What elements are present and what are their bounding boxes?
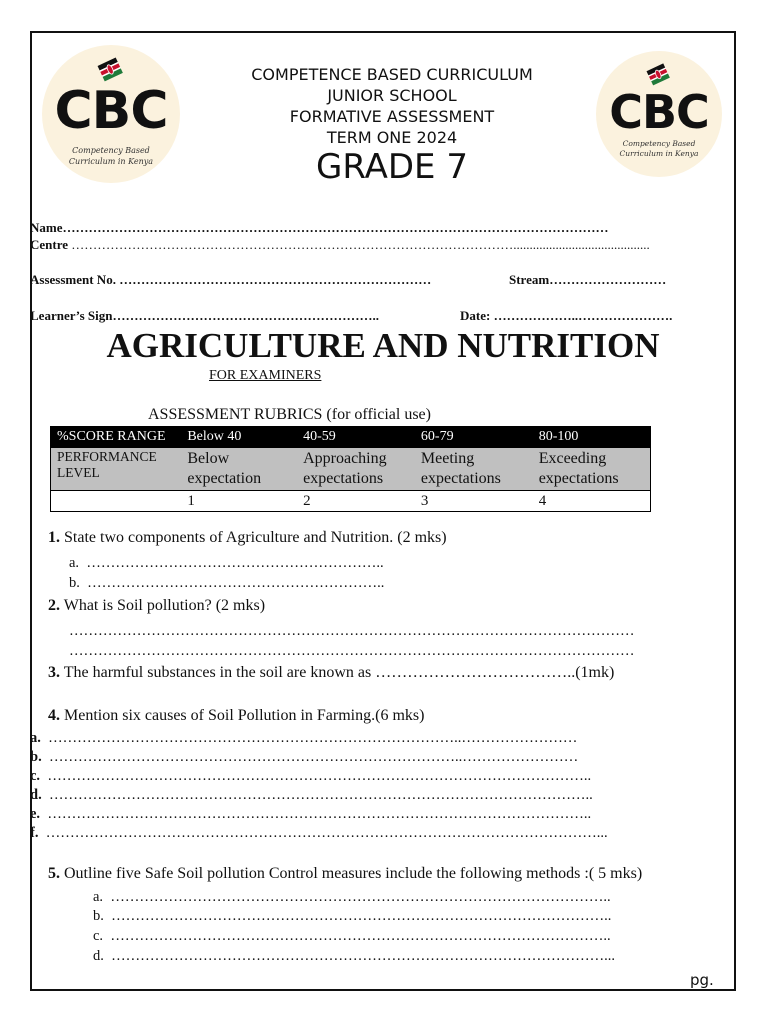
header-line-1: COMPETENCE BASED CURRICULUM <box>251 65 533 84</box>
answer-line: b. ………………………………………………………………………………………….. <box>93 908 612 924</box>
answer-line: a. ………………………………………………………………………………………….. <box>93 889 611 905</box>
rubric-cell: Approaching expectations <box>297 447 415 490</box>
page-number-label: pg. <box>690 971 714 989</box>
cbc-logo-right <box>596 51 722 177</box>
learner-sign-field: Learner’s Sign…………………………………………………….. <box>30 308 379 323</box>
answer-line: a. …………………………………………………….. <box>69 555 384 571</box>
exam-page <box>30 31 736 991</box>
question-2 <box>48 597 265 615</box>
answer-line: a. …………………………………………………………………………..…………………… <box>30 730 578 746</box>
rubric-cell: Meeting expectations <box>415 447 533 490</box>
rubric-cell: 2 <box>303 492 311 509</box>
question-text: Outline five Safe Soil pollution Control measures include the following methods :( 5 mks) <box>64 865 643 882</box>
answer-line: c. ………………………………………………………………………………………………….. <box>30 768 592 784</box>
rubric-cell: PERFORMANCE LEVEL <box>51 447 182 490</box>
assessment-no-field: Assessment No. ……………………………………………………………… <box>30 272 432 287</box>
stream-field: Stream……………………… <box>509 272 667 287</box>
rubric-cell: Below expectation <box>181 447 297 490</box>
rubric-row-points <box>51 490 651 512</box>
for-examiners-label: FOR EXAMINERS <box>209 368 322 383</box>
centre-label: Centre <box>30 237 69 252</box>
rubric-cell: 4 <box>538 492 547 509</box>
question-number: 4. <box>48 707 60 724</box>
question-number: 5. <box>48 865 60 882</box>
rubric-cell: 60-79 <box>415 427 533 448</box>
logo-subtitle-2: Curriculum in Kenya <box>619 149 699 158</box>
centre-field <box>30 237 650 253</box>
rubric-cell: 3 <box>420 492 429 509</box>
grade-title: GRADE 7 <box>316 147 468 187</box>
rubric-cell: Exceeding expectations <box>533 447 651 490</box>
rubric-cell <box>51 490 182 512</box>
rubric-cell: 80-100 <box>533 427 651 448</box>
answer-line: d. …………………………………………………………………………………………... <box>93 948 615 964</box>
logo-subtitle-1: Competency Based <box>72 146 150 155</box>
logo-subtitle-1: Competency Based <box>622 139 696 148</box>
question-number: 1. <box>48 529 60 546</box>
answer-line: ……………………………………………………………………………………………………… <box>69 623 635 639</box>
answer-line: ……………………………………………………………………………………………………… <box>69 643 635 659</box>
question-number: 3. <box>48 664 60 681</box>
rubric-table <box>50 426 651 512</box>
header-line-3: FORMATIVE ASSESSMENT <box>289 107 495 126</box>
answer-line: c. ………………………………………………………………………………………….. <box>93 928 611 944</box>
answer-line: f. ……………………………………………………………………………………………………... <box>30 825 608 841</box>
rubric-row-level <box>51 447 651 490</box>
rubric-cell: Below 40 <box>181 427 297 448</box>
question-text: What is Soil pollution? (2 mks) <box>63 597 266 614</box>
answer-line: b. …………………………………………………………………………..…………………… <box>30 749 579 765</box>
header-line-2: JUNIOR SCHOOL <box>327 86 457 105</box>
cbc-logo-left <box>42 45 180 183</box>
logo-subtitle-2: Curriculum in Kenya <box>68 157 154 166</box>
rubric-cell: 40-59 <box>297 427 415 448</box>
centre-dots: ………………………………………………………………………………………….......................................... <box>71 237 650 252</box>
kenya-flag-icon <box>646 62 670 86</box>
rubric-row-score <box>51 427 651 448</box>
question-4 <box>48 707 424 725</box>
header-line-4: TERM ONE 2024 <box>326 128 458 147</box>
subject-title: AGRICULTURE AND NUTRITION <box>106 326 660 365</box>
rubric-caption: ASSESSMENT RUBRICS (for official use) <box>148 406 431 423</box>
kenya-flag-icon <box>97 56 123 82</box>
question-text: Mention six causes of Soil Pollution in Farming.(6 mks) <box>64 707 425 724</box>
question-text: State two components of Agriculture and Nutrition. (2 mks) <box>64 529 447 546</box>
logo-text: CBC <box>609 85 709 139</box>
rubric-cell: 1 <box>187 492 195 509</box>
question-5 <box>48 865 642 883</box>
rubric-cell: %SCORE RANGE <box>51 427 182 448</box>
name-field: Name……………………………………………………………………………………………………………… <box>30 220 609 235</box>
logo-text: CBC <box>54 81 168 141</box>
answer-line: e. ………………………………………………………………………………………………….. <box>30 806 592 822</box>
question-number: 2. <box>48 597 60 614</box>
answer-line: d. ………………………………………………………………………………………………….. <box>30 787 593 803</box>
question-3 <box>48 664 614 682</box>
date-field: Date: ………………..…………………. <box>460 308 673 323</box>
question-text: The harmful substances in the soil are known as ………………………………..(1mk) <box>63 664 615 681</box>
question-1 <box>48 529 447 547</box>
answer-line: b. …………………………………………………….. <box>69 575 385 591</box>
